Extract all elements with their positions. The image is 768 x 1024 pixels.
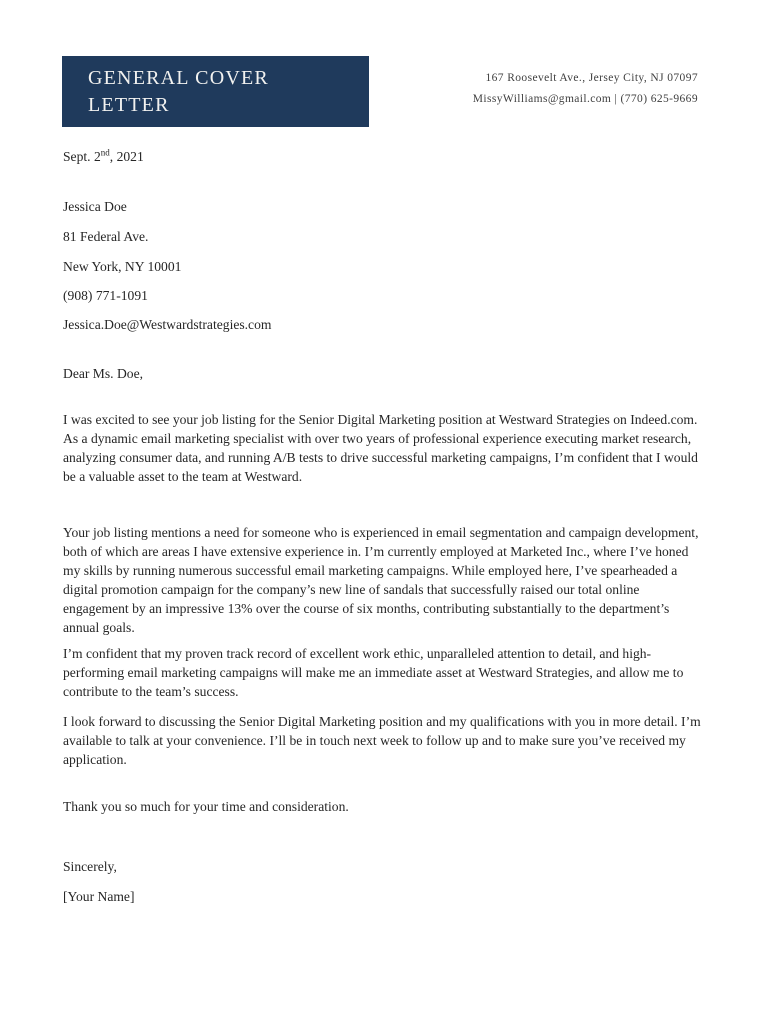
body-paragraph-2: Your job listing mentions a need for someone who is experienced in email segmentation and campaign development, both of which are areas I have extensive experience in. I’m currently employed at Marketed Inc., where I’ve honed my skills by running numerous successful email marketing campaigns. While employed here, I’ve spearheaded a digital promotion campaign for the company’s new line of sandals that successfully raised our total online engagement by an impressive 13% over the course of six months, contributing substantially to the department’s annual goals.: [63, 525, 699, 635]
letter-date-ordinal: nd: [100, 147, 110, 158]
page-title: GENERAL COVER LETTER: [88, 66, 269, 116]
letter-body: [0, 147, 768, 906]
body-paragraph-1: I was excited to see your job listing for the Senior Digital Marketing position at Westward Strategies on Indeed.com. As a dynamic email marketing specialist with over two years of professional experience executing market research, analyzing consumer data, and running A/B tests to drive successful marketing campaigns, I’m confident that I would be a valuable asset to the team at Westward.: [63, 412, 698, 484]
thank-you-line: Thank you so much for your time and consideration.: [63, 799, 349, 814]
body-paragraph-3: I’m confident that my proven track record of excellent work ethic, unparalleled attention to detail, and high-performing email marketing campaigns will make me an immediate asset at Westward Strategies, and allow me to contribute to the team’s success.: [63, 646, 684, 699]
letter-date: [63, 147, 702, 166]
sender-address: 167 Roosevelt Ave., Jersey City, NJ 07097: [485, 72, 698, 84]
letter-header: [0, 0, 768, 127]
recipient-city-state-zip: New York, NY 10001: [63, 259, 182, 274]
recipient-phone: (908) 771-1091: [63, 288, 148, 303]
valediction: Sincerely,: [63, 859, 117, 874]
letter-date-suffix: , 2021: [109, 149, 144, 164]
recipient-email: Jessica.Doe@Westwardstrategies.com: [63, 317, 272, 332]
sender-contact-block: [473, 68, 698, 109]
recipient-name: Jessica Doe: [63, 199, 127, 214]
letter-date-prefix: Sept. 2: [63, 149, 101, 164]
recipient-street: 81 Federal Ave.: [63, 229, 149, 244]
salutation: Dear Ms. Doe,: [63, 366, 144, 381]
body-paragraph-4: I look forward to discussing the Senior Digital Marketing position and my qualifications with you in more detail. I’m available to talk at your convenience. I’ll be in touch next week to follow up and to make sure you’ve received my application.: [63, 714, 701, 767]
title-banner: [62, 56, 369, 127]
signature-placeholder: [Your Name]: [63, 889, 135, 904]
sender-email-phone: MissyWilliams@gmail.com | (770) 625-9669: [472, 92, 698, 105]
